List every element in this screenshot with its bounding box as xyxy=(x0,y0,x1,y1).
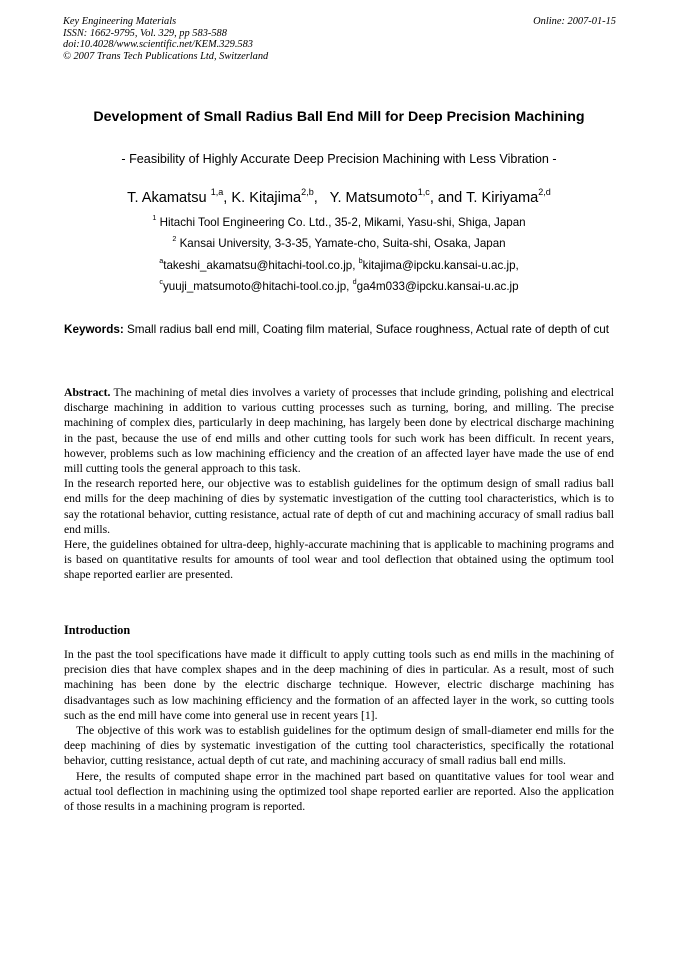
keywords xyxy=(64,322,614,337)
online-date: Online: 2007-01-15 xyxy=(533,16,616,27)
author-affil-mark: 1,a xyxy=(210,187,224,198)
email-mark: a xyxy=(159,256,164,266)
paper-subtitle: - Feasibility of Highly Accurate Deep Precision Machining with Less Vibration - xyxy=(121,152,557,166)
intro-paragraph: Here, the results of computed shape error in the machined part based on quantitative values for tool wear and actual tool deflection in machining using the optimized tool shape reported earlier are reported. Also the application of those results in a machining program is reported. xyxy=(64,769,614,814)
author-affil-mark: 1,c xyxy=(417,187,430,198)
author-name: T. Akamatsu xyxy=(127,190,211,206)
intro-paragraph: In the past the tool specifications have made it difficult to apply cutting tools such as end mills in the machining of precision dies that have complex shapes and in the deep machining of dies in particular. As a result, most of such machining has been done by the electric discharge technique. However, electric discharge machining has disadvantages such as low machining efficiency and the formation of an affected layer in the work, so cutting tools such as the end mill have come into general use in recent years [1]. xyxy=(64,648,614,722)
affiliation xyxy=(64,234,614,251)
email-line xyxy=(64,277,614,294)
author-list xyxy=(64,188,614,208)
intro-paragraph: The objective of this work was to establish guidelines for the optimum design of small-diameter end mills for the deep machining of dies by systematic investigation of the cutting tool characteristics, specifically the rotational behavior, cutting resistance, actual depth of cut rate, and machining accuracy of small radius ball end mills. xyxy=(64,724,614,768)
affil-mark: 1 xyxy=(152,213,157,223)
email-mark: d xyxy=(352,277,357,287)
email-text: yuuji_matsumoto@hitachi-tool.co.jp, xyxy=(163,280,353,293)
author-sep: , xyxy=(313,190,318,206)
author-name: K. Kitajima xyxy=(231,190,302,206)
issn-line: ISSN: 1662-9795, Vol. 329, pp 583-588 xyxy=(63,27,227,39)
keywords-label: Keywords: xyxy=(64,323,124,336)
affil-text: Hitachi Tool Engineering Co. Ltd., 35-2, Mikami, Yasu-shi, Shiga, Japan xyxy=(156,216,526,229)
abstract-paragraph: Here, the guidelines obtained for ultra-deep, highly-accurate machining that is applicable to machining programs and is based on quantitative results for amounts of tool wear and tool deflection that obtained using the optimum tool shape reported earlier are presented. xyxy=(64,538,614,582)
paper-title: Development of Small Radius Ball End Mill for Deep Precision Machining xyxy=(93,109,585,125)
affil-text: Kansai University, 3-3-35, Yamate-cho, Suita-shi, Osaka, Japan xyxy=(176,237,506,250)
email-line xyxy=(64,256,614,273)
abstract-label: Abstract. xyxy=(64,386,111,399)
author-affil-mark: 2,b xyxy=(301,187,314,198)
email-text: ga4m033@ipcku.kansai-u.ac.jp xyxy=(356,280,519,293)
journal-name: Key Engineering Materials xyxy=(63,16,177,27)
abstract xyxy=(64,385,614,583)
section-heading-introduction: Introduction xyxy=(64,623,131,637)
keywords-text: Small radius ball end mill, Coating film material, Suface roughness, Actual rate of depth of cut xyxy=(123,323,610,336)
abstract-paragraph: In the research reported here, our objective was to establish guidelines for the optimum design of small radius ball end mills for the deep machining of dies by systematic investigation of the cutting tool characteristics, which is to say the rotational behavior, cutting resistance, actual rate of depth of cut and machining accuracy of small radius ball end mills. xyxy=(64,477,614,536)
author-name: T. Kiriyama xyxy=(466,190,539,206)
email-mark: b xyxy=(358,256,363,266)
journal-header xyxy=(63,16,268,62)
abstract-paragraph xyxy=(64,385,614,476)
author-name: Y. Matsumoto xyxy=(329,190,418,206)
author-sep: , xyxy=(223,190,228,206)
abstract-text: The machining of metal dies involves a variety of processes that include grinding, polishing and electrical discharge machining in addition to various cutting processes such as turning, boring, and milling. The precise machining of complex dies, particularly in deep machining, has largely been done by electrical discharge machining in the past, because the use of end mills and other cutting tools for such work has been difficult. In recent years, however, problems such as low machining efficiency and the creation of an affected layer have made the use of end mill cutting tools the general approach to this task. xyxy=(64,386,614,476)
email-text: kitajima@ipcku.kansai-u.ac.jp, xyxy=(362,259,519,272)
introduction-body xyxy=(64,647,614,814)
doi-line: doi:10.4028/www.scientific.net/KEM.329.583 xyxy=(63,39,253,51)
author-sep: , and xyxy=(429,190,463,206)
email-text: takeshi_akamatsu@hitachi-tool.co.jp, xyxy=(163,259,359,272)
email-mark: c xyxy=(159,277,163,287)
affil-mark: 2 xyxy=(172,234,177,244)
affiliation xyxy=(64,213,614,230)
author-affil-mark: 2,d xyxy=(538,187,551,198)
copyright-line: © 2007 Trans Tech Publications Ltd, Switzerland xyxy=(63,50,269,62)
